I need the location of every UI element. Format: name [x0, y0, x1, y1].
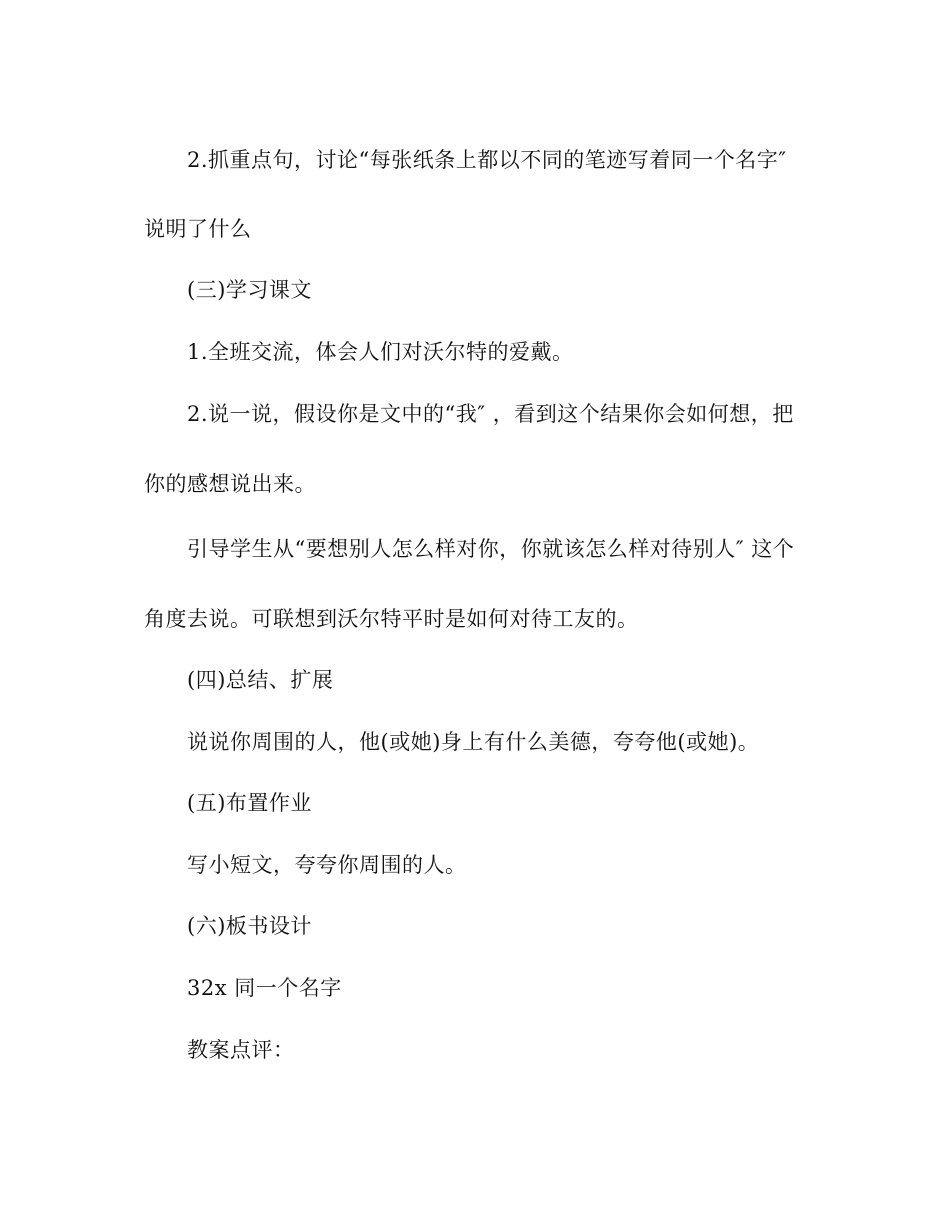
- paragraph-line: 写小短文，夸夸你周围的人。: [187, 853, 467, 877]
- paragraph-line: 2.说一说，假设你是文中的“我″ ，看到这个结果你会如何想，把: [187, 402, 794, 426]
- paragraph-line: 1.全班交流，体会人们对沃尔特的爱戴。: [187, 340, 574, 364]
- paragraph-line: 教案点评：: [187, 1038, 295, 1062]
- paragraph-line: 角度去说。可联想到沃尔特平时是如何对待工友的。: [144, 607, 639, 631]
- paragraph-line: 32x 同一个名字: [187, 976, 342, 1000]
- section-heading: (三)学习课文: [187, 278, 312, 302]
- section-heading: (五)布置作业: [187, 791, 312, 815]
- paragraph-line: 2.抓重点句，讨论“每张纸条上都以不同的笔迹写着同一个名字″: [187, 148, 787, 172]
- paragraph-line: 说说你周围的人，他(或她)身上有什么美德，夸夸他(或她)。: [187, 730, 760, 754]
- paragraph-line: 说明了什么: [144, 217, 252, 241]
- section-heading: (六)板书设计: [187, 914, 312, 938]
- paragraph-line: 你的感想说出来。: [144, 472, 316, 496]
- paragraph-line: 引导学生从“要想别人怎么样对你，你就该怎么样对待别人″ 这个: [187, 537, 795, 561]
- section-heading: (四)总结、扩展: [187, 668, 334, 692]
